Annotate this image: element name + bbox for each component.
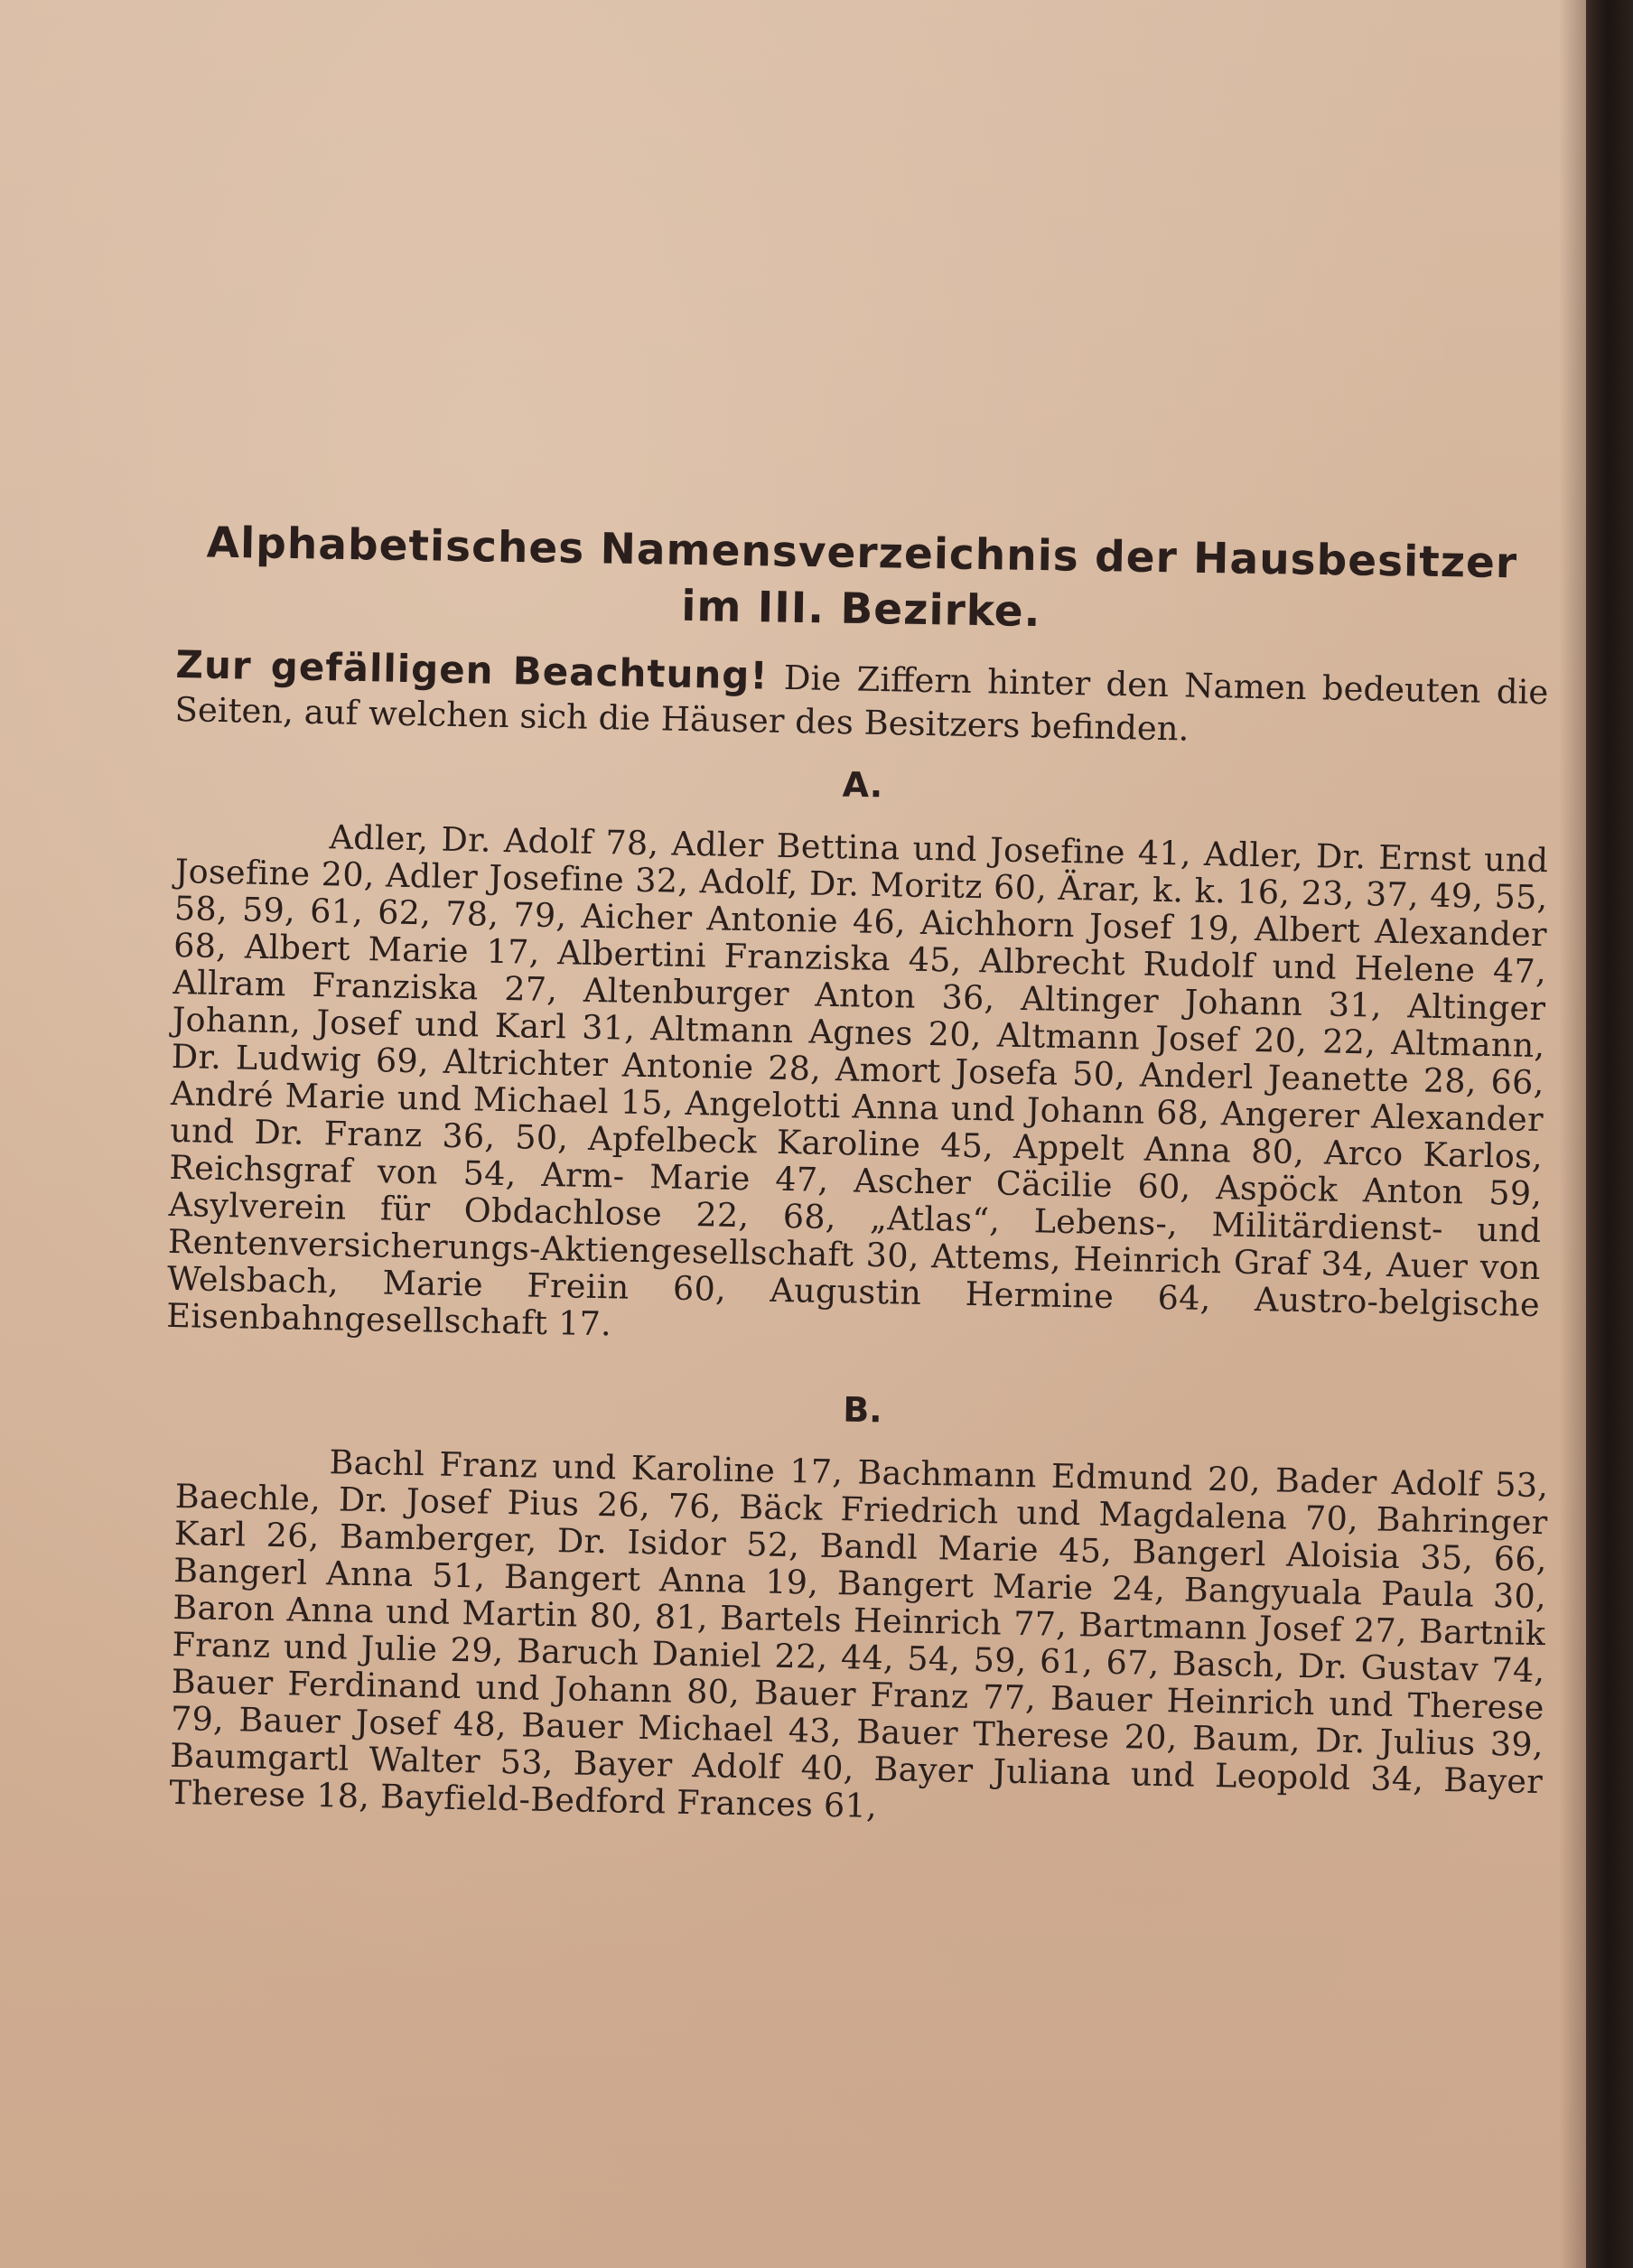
section-letter-a: A. <box>842 764 883 806</box>
page-content <box>165 515 1549 1825</box>
section-text-b: Bachl Franz und Karoline 17, Bachmann Edmund 20, Bader Adolf 53, Baechle, Dr. Josef Pius 26, 76, Bäck Friedrich und Magdalena 70, Bahringer Karl 26, Bamberger, Dr. Isidor 52, Bandl Marie 45, Bangerl Aloisia 35, 66, Bangerl Anna 51, Bangert Anna 19, Bangert Marie 24, Bangyuala Paula 30, Baron Anna und Martin 80, 81, Bartels Heinrich 77, Bartmann Josef 27, Bartnik Franz und Julie 29, Baruch Daniel 22, 44, 54, 59, 61, 67, Basch, Dr. Gustav 74, Bauer Ferdinand und Johann 80, Bauer Franz 77, Bauer Heinrich und Therese 79, Bauer Josef 48, Bauer Michael 43, Bauer Therese 20, Baum, Dr. Julius 39, Baumgartl Walter 53, Bayer Adolf 40, Bayer Juliana und Leopold 34, Bayer Therese 18, Bayfield-Bedford Frances 61, <box>169 1442 1549 1825</box>
section-text-a: Adler, Dr. Adolf 78, Adler Bettina und Josefine 41, Adler, Dr. Ernst und Josefine 20, Adler Josefine 32, Adolf, Dr. Moritz 60, Ärar, k. k. 16, 23, 37, 49, 55, 58, 59, 61, 62, 78, 79, Aicher Antonie 46, Aichhorn Josef 19, Albert Alexander 68, Albert Marie 17, Albertini Franziska 45, Albrecht Rudolf und Helene 47, Allram Franziska 27, Altenburger Anton 36, Altinger Johann 31, Altinger Johann, Josef und Karl 31, Altmann Agnes 20, Altmann Josef 20, 22, Altmann, Dr. Ludwig 69, Altrichter Antonie 28, Amort Josefa 50, Anderl Jeanette 28, 66, André Marie und Michael 15, Angelotti Anna und Johann 68, Angerer Alexander und Dr. Franz 36, 50, Apfelbeck Karoline 45, Appelt Anna 80, Arco Karlos, Reichsgraf von 54, Arm- Marie 47, Ascher Cäcilie 60, Aspöck Anton 59, Asylverein für Obdachlose 22, 68, „Atlas“, Lebens-, Militärdienst- und Rentenversicherungs-Aktiengesellschaft 30, Attems, Heinrich Graf 34, Auer von Welsbach, Marie Freiin 60, Augustin Hermine 64, Austro-belgische Eisenbahngesellschaft 17. <box>165 817 1549 1344</box>
title-line-2: im III. Bezirke. <box>680 581 1041 638</box>
title-line-1: Alphabetisches Namensverzeichnis der Hausbesitzer <box>206 518 1518 589</box>
book-edge <box>1586 0 1633 2268</box>
page-title <box>174 515 1549 649</box>
section-letter-b: B. <box>842 1389 883 1431</box>
notice-body: Die Ziffern hinter den Namen bedeuten die Seiten, auf welchen sich die Häuser des Besitzers befinden. <box>174 658 1549 749</box>
notice-heading: Zur gefälligen Beachtung! <box>175 642 769 698</box>
page-gutter-shadow <box>1559 0 1586 2268</box>
notice-paragraph <box>174 643 1549 758</box>
